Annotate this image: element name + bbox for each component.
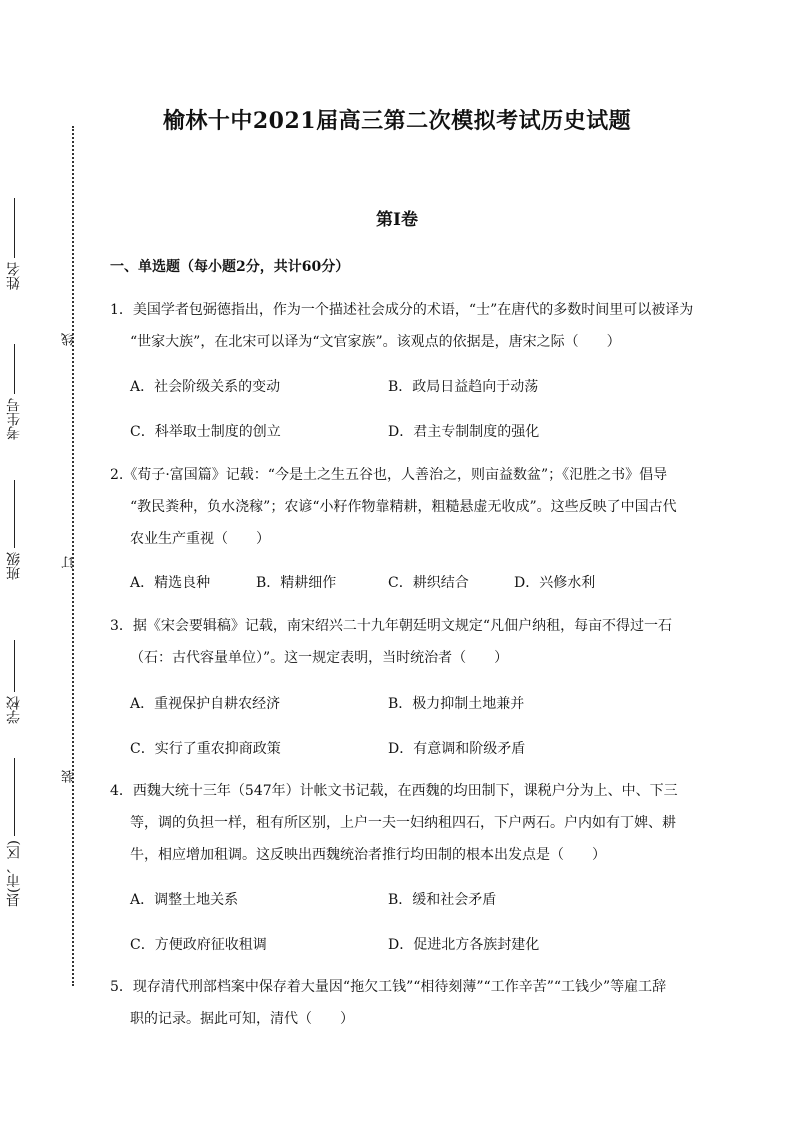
question-1-line-1: 1．美国学者包弼德指出，作为一个描述社会成分的术语，“士”在唐代的多数时间里可以被译为	[110, 302, 694, 318]
q3-option-c: C．实行了重农抑商政策	[130, 741, 281, 757]
question-2	[110, 459, 705, 555]
q4-option-b: B．缓和社会矛盾	[388, 892, 497, 908]
exam-no-underline	[14, 344, 15, 394]
q3-option-b: B．极力抑制土地兼并	[388, 696, 525, 712]
section-heading: 一、单选题（每小题2分，共计60分）	[110, 259, 350, 275]
q4-option-d: D．促进北方各族封建化	[388, 937, 540, 953]
q1-option-a: A．社会阶级关系的变动	[130, 379, 281, 395]
margin-field-class	[0, 480, 28, 584]
binding-char-ding: 订	[62, 556, 77, 569]
question-5	[110, 971, 705, 1035]
margin-field-exam-no	[0, 344, 28, 444]
q1-option-c: C．科举取士制度的创立	[130, 424, 281, 440]
q2-option-c: C．耕织结合	[388, 575, 469, 591]
question-3-line-2: （石：古代容量单位）”。这一规定表明，当时统治者（ ）	[130, 650, 509, 666]
school-label: 学校	[6, 696, 22, 724]
q3-option-d: D．有意调和阶级矛盾	[388, 741, 526, 757]
binding-char-xian: 线	[62, 333, 77, 346]
q3-option-a: A．重视保护自耕农经济	[130, 696, 281, 712]
margin-field-school	[0, 640, 28, 728]
question-3	[110, 610, 705, 674]
q2-option-a: A．精选良种	[130, 575, 211, 591]
question-4-line-2: 等，调的负担一样，租有所区别，上户一夫一妇纳租四石，下户两石。户内如有丁婢、耕	[130, 815, 676, 831]
question-4-line-3: 牛，相应增加租调。这反映出西魏统治者推行均田制的根本出发点是（ ）	[130, 847, 606, 863]
class-underline	[14, 480, 15, 548]
binding-char-zhuang: 装	[62, 770, 77, 783]
school-underline	[14, 640, 15, 692]
q4-option-a: A．调整土地关系	[130, 892, 239, 908]
q1-option-b: B．政局日益趋向于动荡	[388, 379, 539, 395]
question-1	[110, 294, 705, 358]
question-2-line-2: “教民粪种，负水浇稼”；农谚“小籽作物靠精耕，粗糙悬虚无收成”。这些反映了中国古代	[130, 499, 677, 515]
question-2-line-3: 农业生产重视（ ）	[130, 531, 270, 547]
question-4-line-1: 4．西魏大统十三年（547年）计帐文书记载，在西魏的均田制下，课税户分为上、中、下三	[110, 783, 678, 799]
margin-field-county	[0, 758, 28, 911]
question-1-line-2: “世家大族”，在北宋可以译为“文官家族”。该观点的依据是，唐宋之际（ ）	[130, 334, 621, 350]
name-label: 姓名	[6, 262, 22, 290]
q1-option-d: D．君主专制制度的强化	[388, 424, 540, 440]
volume-heading: 第I卷	[376, 210, 418, 230]
county-underline	[14, 758, 15, 836]
q4-option-c: C．方便政府征收租调	[130, 937, 267, 953]
question-4	[110, 775, 705, 871]
q2-option-d: D．兴修水利	[514, 575, 596, 591]
question-3-line-1: 3．据《宋会要辑稿》记载，南宋绍兴二十九年朝廷明文规定“凡佃户纳租，每亩不得过一石	[110, 618, 673, 634]
question-5-line-1: 5．现存清代刑部档案中保存着大量因“拖欠工钱”“相待刻薄”“工作辛苦”“工钱少”等雇工辞	[110, 979, 667, 995]
class-label: 班级	[6, 552, 22, 580]
q2-option-b: B．精耕细作	[256, 575, 337, 591]
county-label: 县(市、区)	[6, 840, 22, 907]
question-2-line-1: 2.《荀子·富国篇》记载：“今是土之生五谷也，人善治之，则亩益数盆”；《氾胜之书》倡导	[110, 467, 668, 483]
exam-title: 榆林十中2021届高三第二次模拟考试历史试题	[162, 108, 632, 134]
question-5-line-2: 职的记录。据此可知，清代（ ）	[130, 1011, 354, 1027]
exam-no-label: 考生号	[6, 398, 22, 440]
